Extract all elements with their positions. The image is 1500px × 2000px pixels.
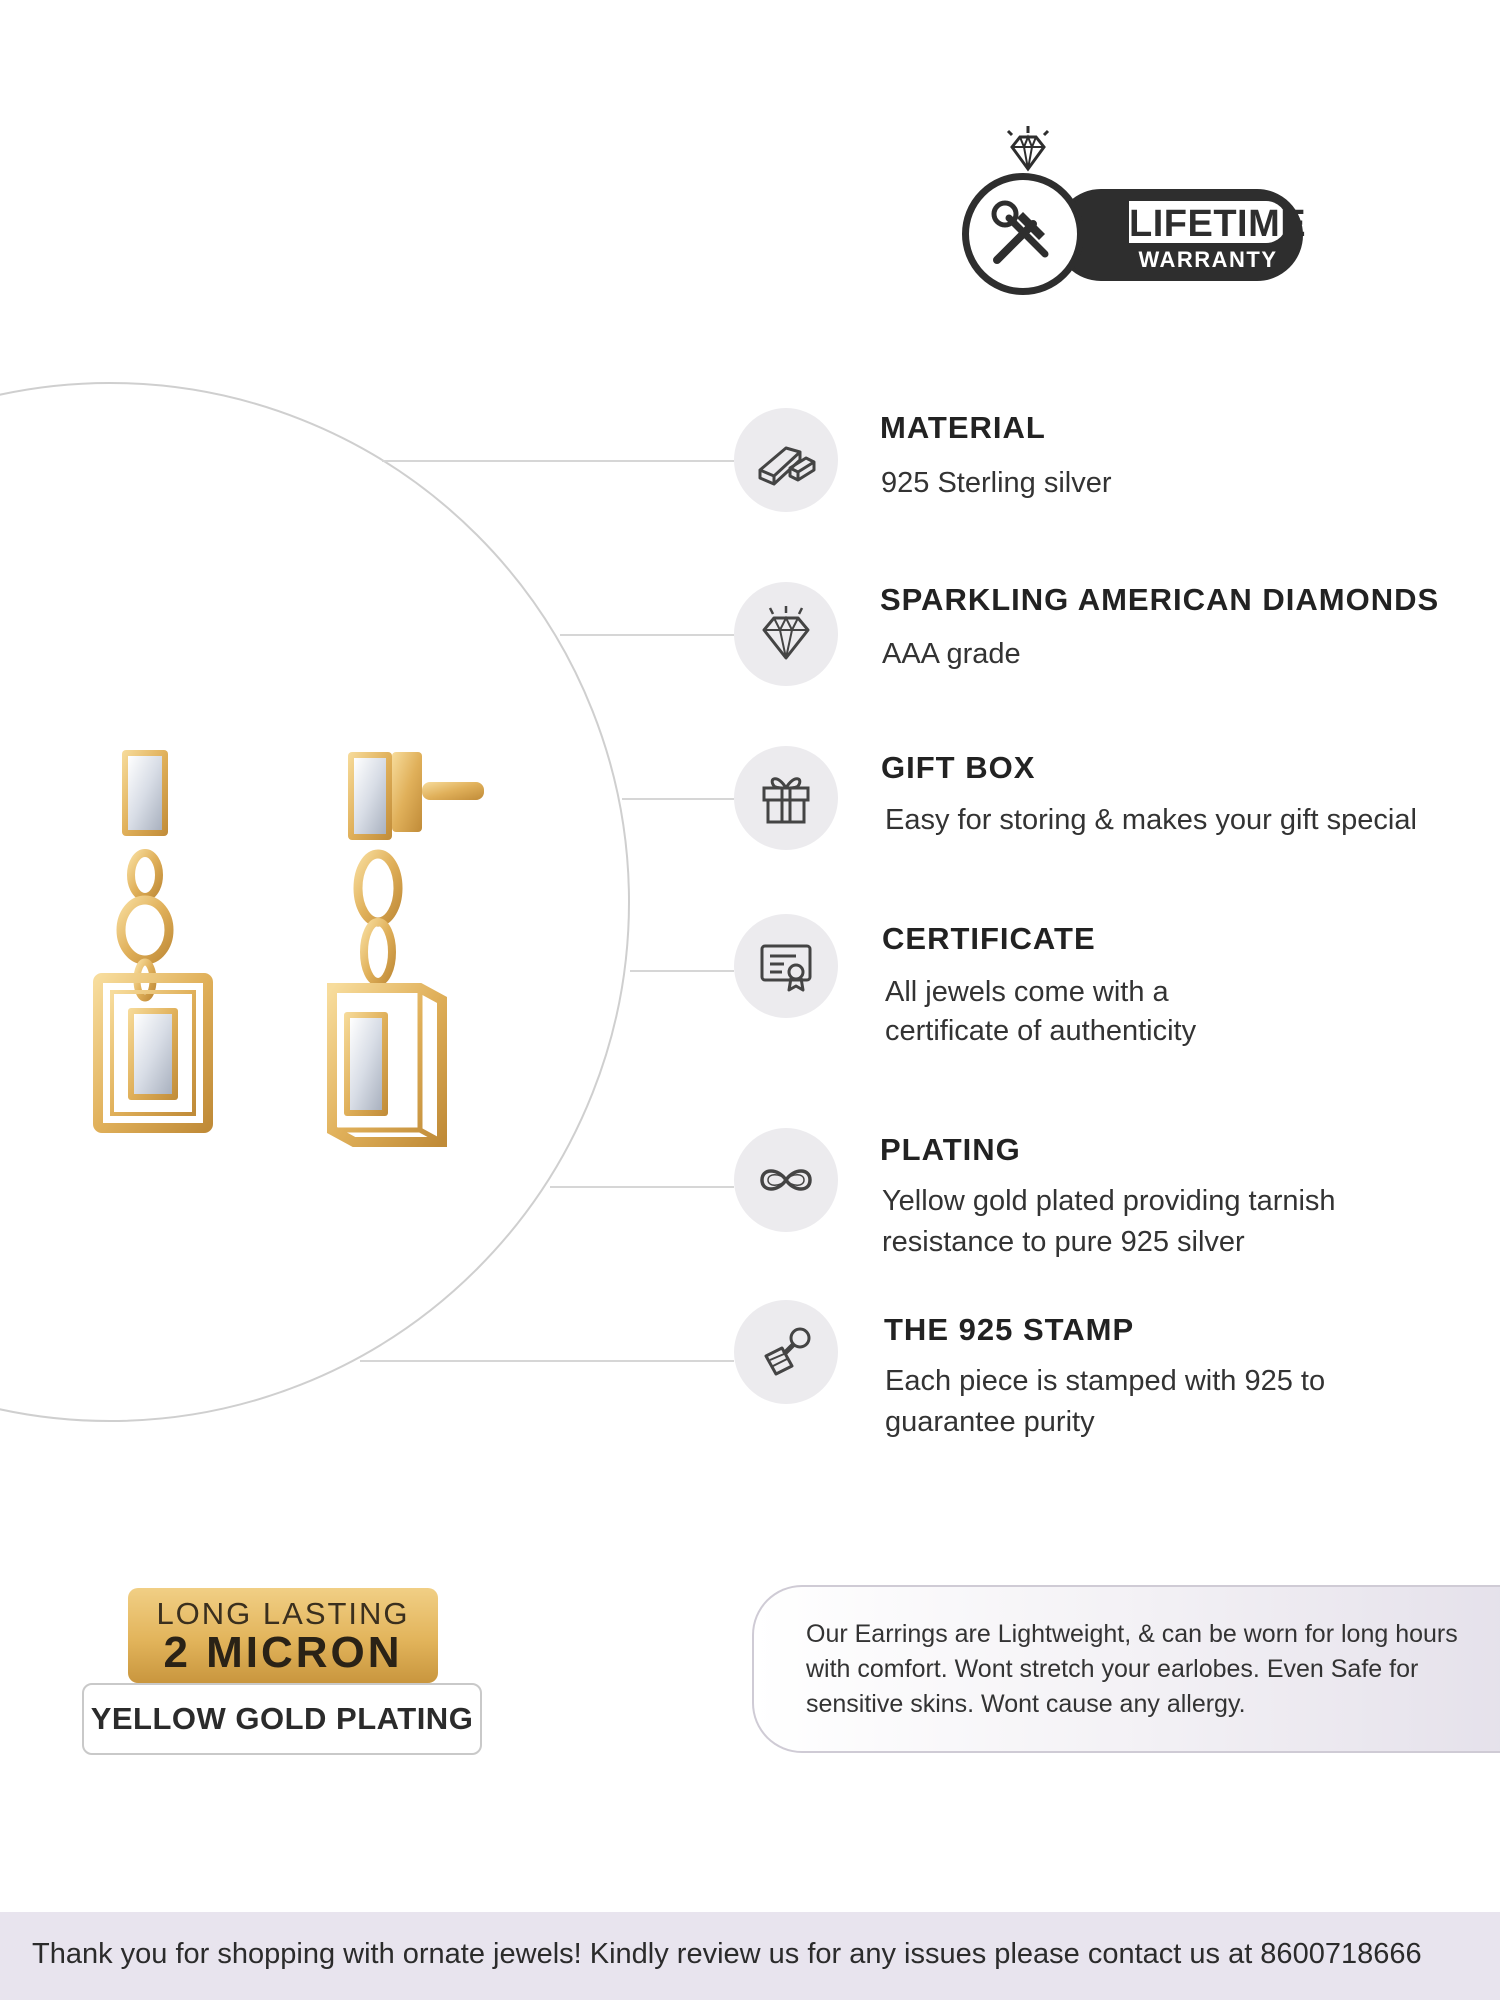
feature-desc-certificate-line2: certificate of authenticity [885,1015,1197,1047]
feature-desc-plating-line1: Yellow gold plated providing tarnish [882,1185,1336,1217]
certificate-icon-circle [734,914,838,1018]
wrench-hammer-icon [983,194,1063,274]
sparkling-diamond-icon [1002,125,1054,175]
feature-desc-material: 925 Sterling silver [881,467,1112,499]
left-earring [98,750,208,1128]
connector-line [622,798,734,800]
yellow-gold-plating-label: YELLOW GOLD PLATING [82,1683,482,1755]
feature-title-diamonds: SPARKLING AMERICAN DIAMONDS [880,582,1440,617]
feature-title-plating: PLATING [880,1132,1021,1167]
warranty-line1: LIFETIME [1129,203,1307,245]
footer-text: Thank you for shopping with ornate jewels! Kindly review us for any issues please contact us at 8600718666 [32,1938,1422,1970]
gift-box-icon [756,768,816,828]
feature-desc-stamp-line2: guarantee purity [885,1406,1095,1438]
earrings-image [80,740,520,1180]
diamond-icon [756,604,816,664]
feature-desc-diamonds: AAA grade [882,638,1021,670]
micron-badge [128,1588,438,1683]
silver-bars-icon-circle [734,408,838,512]
certificate-icon [756,936,816,996]
feature-title-material: MATERIAL [880,410,1046,445]
feature-title-gift-box: GIFT BOX [881,750,1036,785]
feature-desc-plating-line2: resistance to pure 925 silver [882,1226,1245,1258]
right-earring [332,752,484,1142]
connector-line [360,1360,734,1362]
infinity-icon [756,1150,816,1210]
feature-desc-stamp-line1: Each piece is stamped with 925 to [885,1365,1326,1397]
tools-circle [962,173,1084,295]
infinity-icon-circle [734,1128,838,1232]
connector-line [630,970,734,972]
warranty-line2: WARRANTY [1138,247,1278,272]
feature-title-certificate: CERTIFICATE [882,921,1096,956]
footer-bar [0,1912,1500,2000]
feature-desc-gift-box: Easy for storing & makes your gift special [885,804,1417,836]
micron-badge-line1: LONG LASTING [156,1596,410,1631]
lifetime-warranty-badge [960,125,1350,305]
stamp-icon-circle [734,1300,838,1404]
warranty-pill [1055,189,1307,281]
stamp-icon [756,1322,816,1382]
diamond-icon-circle [734,582,838,686]
micron-badge-line2: 2 MICRON [163,1628,403,1677]
comfort-note-text: Our Earrings are Lightweight, & can be worn for long hours with comfort. Wont stretch your earlobes. Even Safe for sensitive skins. Wont cause any allergy. [806,1620,1458,1718]
gift-box-icon-circle [734,746,838,850]
connector-line [550,1186,734,1188]
connector-line [382,460,734,462]
feature-title-stamp: THE 925 STAMP [884,1312,1135,1347]
connector-line [560,634,734,636]
silver-bars-icon [756,430,816,490]
feature-desc-certificate-line1: All jewels come with a [885,976,1169,1008]
